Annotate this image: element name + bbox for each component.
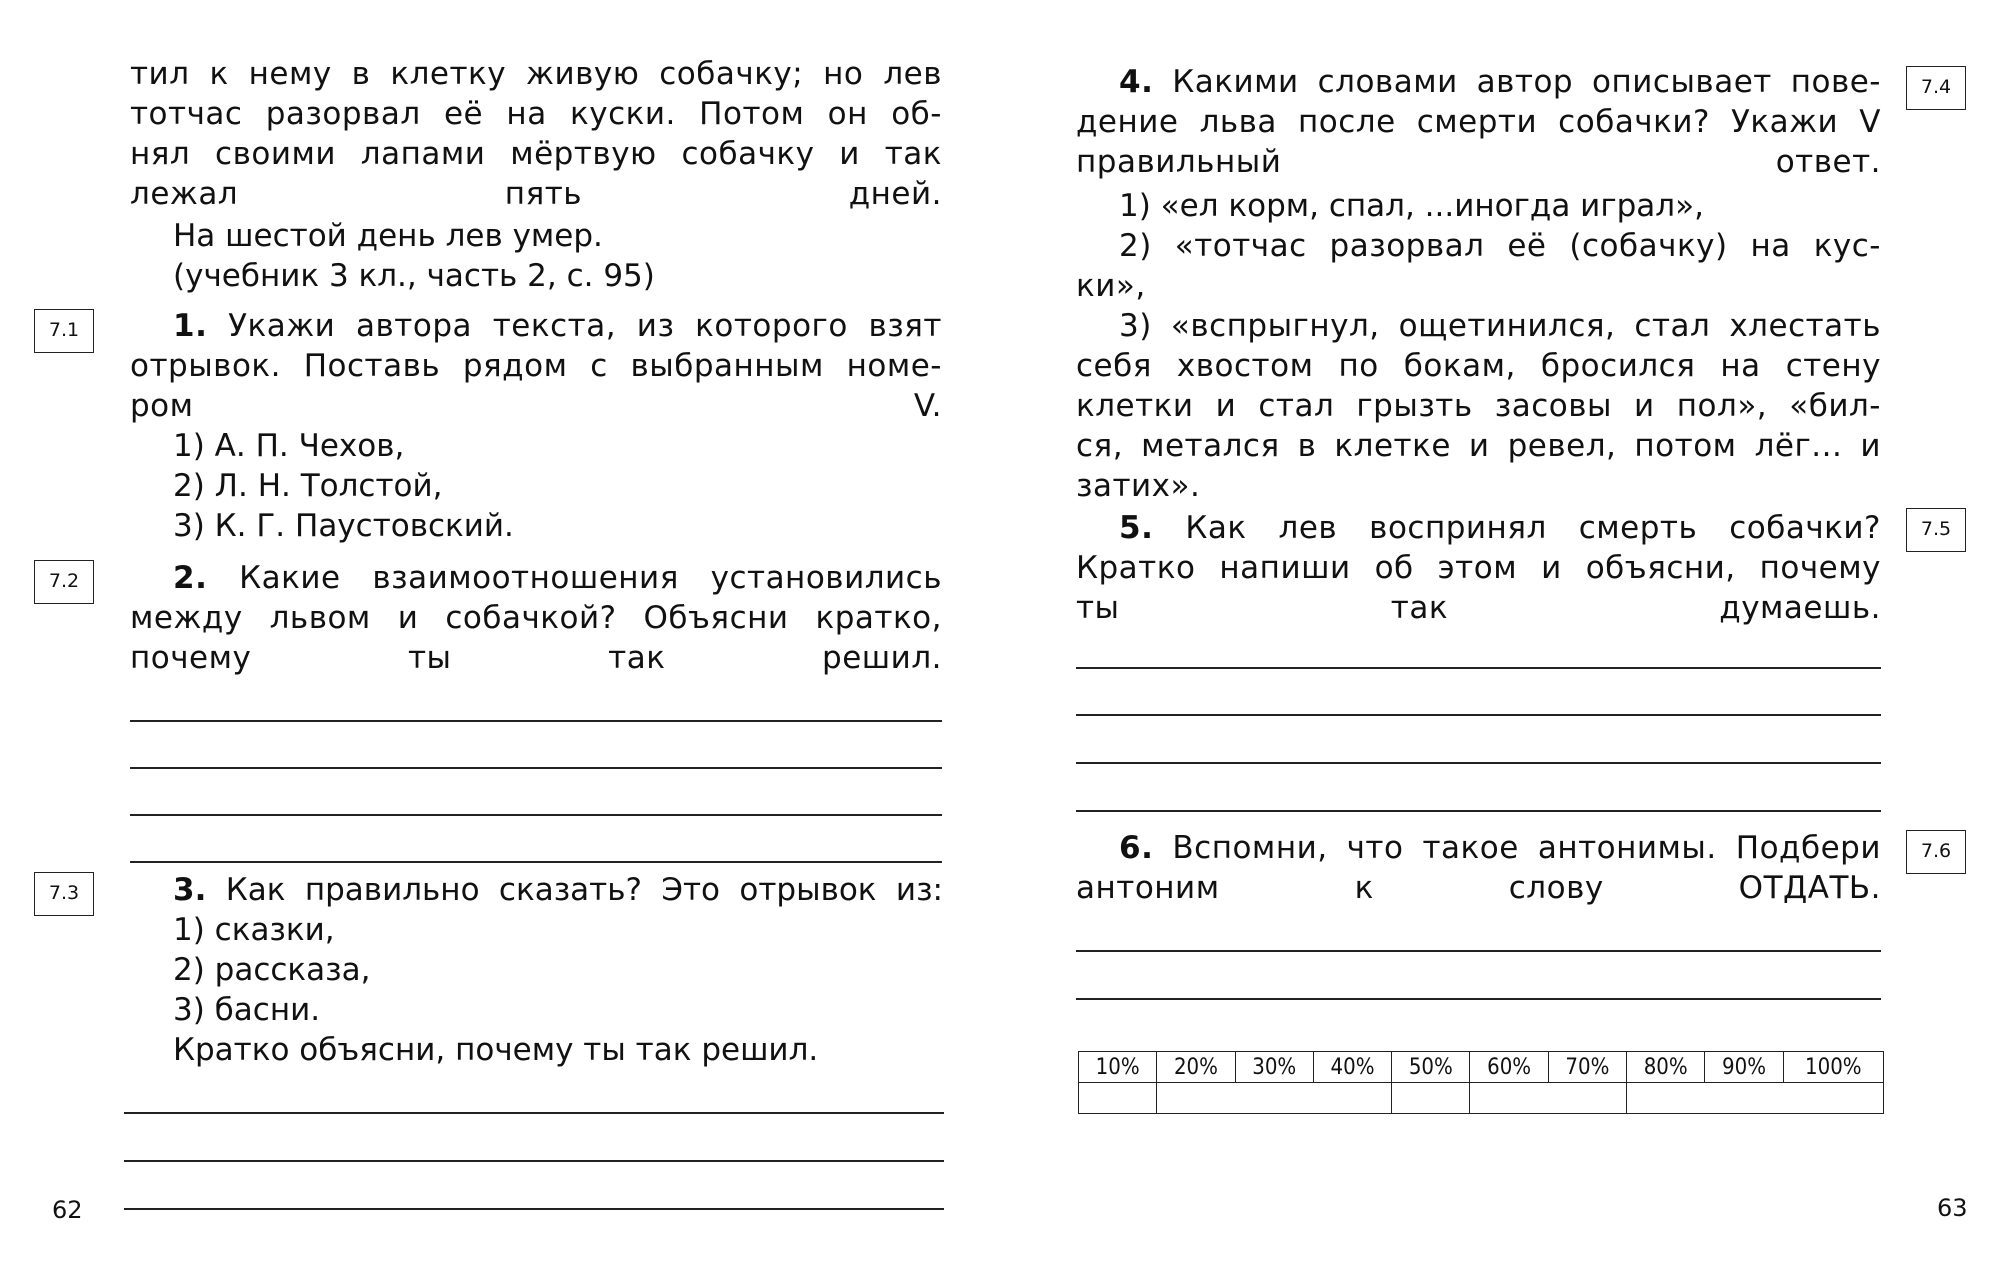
q5-answer-line-2[interactable] <box>1076 714 1881 716</box>
percent-scale-table <box>1078 1051 1884 1114</box>
q2-answer-line-1[interactable] <box>130 720 942 722</box>
passage-line: нял своими лапами мёртвую собачку и так <box>130 136 942 172</box>
percent-cell: 60% <box>1470 1052 1548 1083</box>
q3-answer-line-1[interactable] <box>124 1112 944 1114</box>
q6-answer-line-2[interactable] <box>1076 998 1881 1000</box>
question-1-number: 1. <box>173 308 208 344</box>
passage-end: На шестой день лев умер. <box>173 218 603 254</box>
page-number: 62 <box>52 1196 83 1224</box>
question-6-line: Вспомни, что такое антонимы. Подбери <box>1172 830 1881 866</box>
q1-option-3[interactable]: 3) К. Г. Паустовский. <box>173 508 514 544</box>
q1-option-1[interactable]: 1) А. П. Чехов, <box>173 428 405 464</box>
question-6-number: 6. <box>1119 830 1154 866</box>
task-code-7-3: 7.3 <box>34 872 94 916</box>
percent-cell: 80% <box>1627 1052 1705 1083</box>
q4-option-3-line: клетки и стал грызть засовы и пол», «бил- <box>1076 388 1881 424</box>
question-1 <box>130 306 942 426</box>
q4-option-3-line: себя хвостом по бокам, бросился на стену <box>1076 348 1881 384</box>
q6-answer-line-1[interactable] <box>1076 950 1881 952</box>
q3-answer-line-3[interactable] <box>124 1208 944 1210</box>
q4-option-3-line: затих». <box>1076 468 1201 504</box>
question-1-line: отрывок. Поставь рядом с выбранным номе- <box>130 348 942 384</box>
question-5-number: 5. <box>1119 510 1154 546</box>
q4-option-2[interactable] <box>1076 226 1881 306</box>
question-2-number: 2. <box>173 560 208 596</box>
task-code-7-4: 7.4 <box>1906 66 1966 110</box>
q5-answer-line-3[interactable] <box>1076 762 1881 764</box>
question-5 <box>1076 508 1881 628</box>
question-4-line: Какими словами автор описывает пове- <box>1172 64 1881 100</box>
question-2 <box>130 558 942 678</box>
percent-cell: 50% <box>1392 1052 1470 1083</box>
question-5-line: ты так думаешь. <box>1076 590 1881 626</box>
task-code-7-6: 7.6 <box>1906 830 1966 874</box>
score-cell[interactable] <box>1079 1083 1157 1114</box>
percent-score-row <box>1079 1083 1884 1114</box>
question-2-line: между львом и собачкой? Объясни кратко, <box>130 600 942 636</box>
right-page <box>1000 0 2000 1273</box>
q5-answer-line-4[interactable] <box>1076 810 1881 812</box>
question-6-line: антоним к слову ОТДАТЬ. <box>1076 870 1881 906</box>
question-5-line: Как лев воспринял смерть собачки? <box>1185 510 1881 546</box>
q4-option-3-line: 3) «вспрыгнул, ощетинился, стал хлестать <box>1119 308 1881 344</box>
percent-cell: 40% <box>1313 1052 1391 1083</box>
q3-option-1[interactable]: 1) сказки, <box>173 912 335 948</box>
q3-option-3[interactable]: 3) басни. <box>173 992 321 1028</box>
percent-cell: 10% <box>1079 1052 1157 1083</box>
question-3-number: 3. <box>173 872 207 908</box>
passage-text <box>130 54 942 214</box>
question-4-number: 4. <box>1119 64 1154 100</box>
score-cell[interactable] <box>1392 1083 1470 1114</box>
question-1-line: Укажи автора текста, из которого взят <box>228 308 942 344</box>
question-4 <box>1076 62 1881 182</box>
question-2-line: Какие взаимоотношения установились <box>239 560 942 596</box>
question-4-line: правильный ответ. <box>1076 144 1881 180</box>
q3-option-2[interactable]: 2) рассказа, <box>173 952 371 988</box>
percent-cell: 100% <box>1783 1052 1883 1083</box>
passage-line: тил к нему в клетку живую собачку; но лев <box>130 56 942 92</box>
q4-option-2-line: ки», <box>1076 268 1146 304</box>
q4-option-3-line: ся, метался в клетке и ревел, потом лёг... и <box>1076 428 1881 464</box>
passage-source: (учебник 3 кл., часть 2, с. 95) <box>173 258 655 294</box>
question-6 <box>1076 828 1881 908</box>
question-2-line: почему ты так решил. <box>130 640 942 676</box>
question-3 <box>173 870 943 910</box>
q2-answer-line-2[interactable] <box>130 767 942 769</box>
q4-option-3[interactable] <box>1076 306 1881 506</box>
percent-cell: 20% <box>1157 1052 1235 1083</box>
q2-answer-line-4[interactable] <box>130 861 942 863</box>
percent-cell: 30% <box>1235 1052 1313 1083</box>
task-code-7-2: 7.2 <box>34 560 94 604</box>
q4-option-1[interactable]: 1) «ел корм, спал, ...иногда играл», <box>1119 188 1704 224</box>
q5-answer-line-1[interactable] <box>1076 667 1881 669</box>
q1-option-2[interactable]: 2) Л. Н. Толстой, <box>173 468 443 504</box>
question-1-line: ром V. <box>130 388 942 424</box>
q2-answer-line-3[interactable] <box>130 814 942 816</box>
passage-line: лежал пять дней. <box>130 176 942 212</box>
q3-answer-line-2[interactable] <box>124 1160 944 1162</box>
page-number: 63 <box>1937 1194 1968 1222</box>
question-3-explain: Кратко объясни, почему ты так решил. <box>173 1032 819 1068</box>
task-code-7-1: 7.1 <box>34 309 94 353</box>
q4-option-2-line: 2) «тотчас разорвал её (собачку) на кус- <box>1119 228 1881 264</box>
percent-header-row <box>1079 1052 1884 1083</box>
percent-cell: 90% <box>1705 1052 1783 1083</box>
question-5-line: Кратко напиши об этом и объясни, почему <box>1076 550 1881 586</box>
task-code-7-5: 7.5 <box>1906 508 1966 552</box>
passage-line: тотчас разорвал её на куски. Потом он об- <box>130 96 942 132</box>
percent-cell: 70% <box>1548 1052 1626 1083</box>
score-cell[interactable] <box>1157 1083 1392 1114</box>
question-4-line: дение льва после смерти собачки? Укажи V <box>1076 104 1881 140</box>
score-cell[interactable] <box>1627 1083 1884 1114</box>
score-cell[interactable] <box>1470 1083 1627 1114</box>
question-3-line: Как правильно сказать? Это отрывок из: <box>225 872 943 908</box>
